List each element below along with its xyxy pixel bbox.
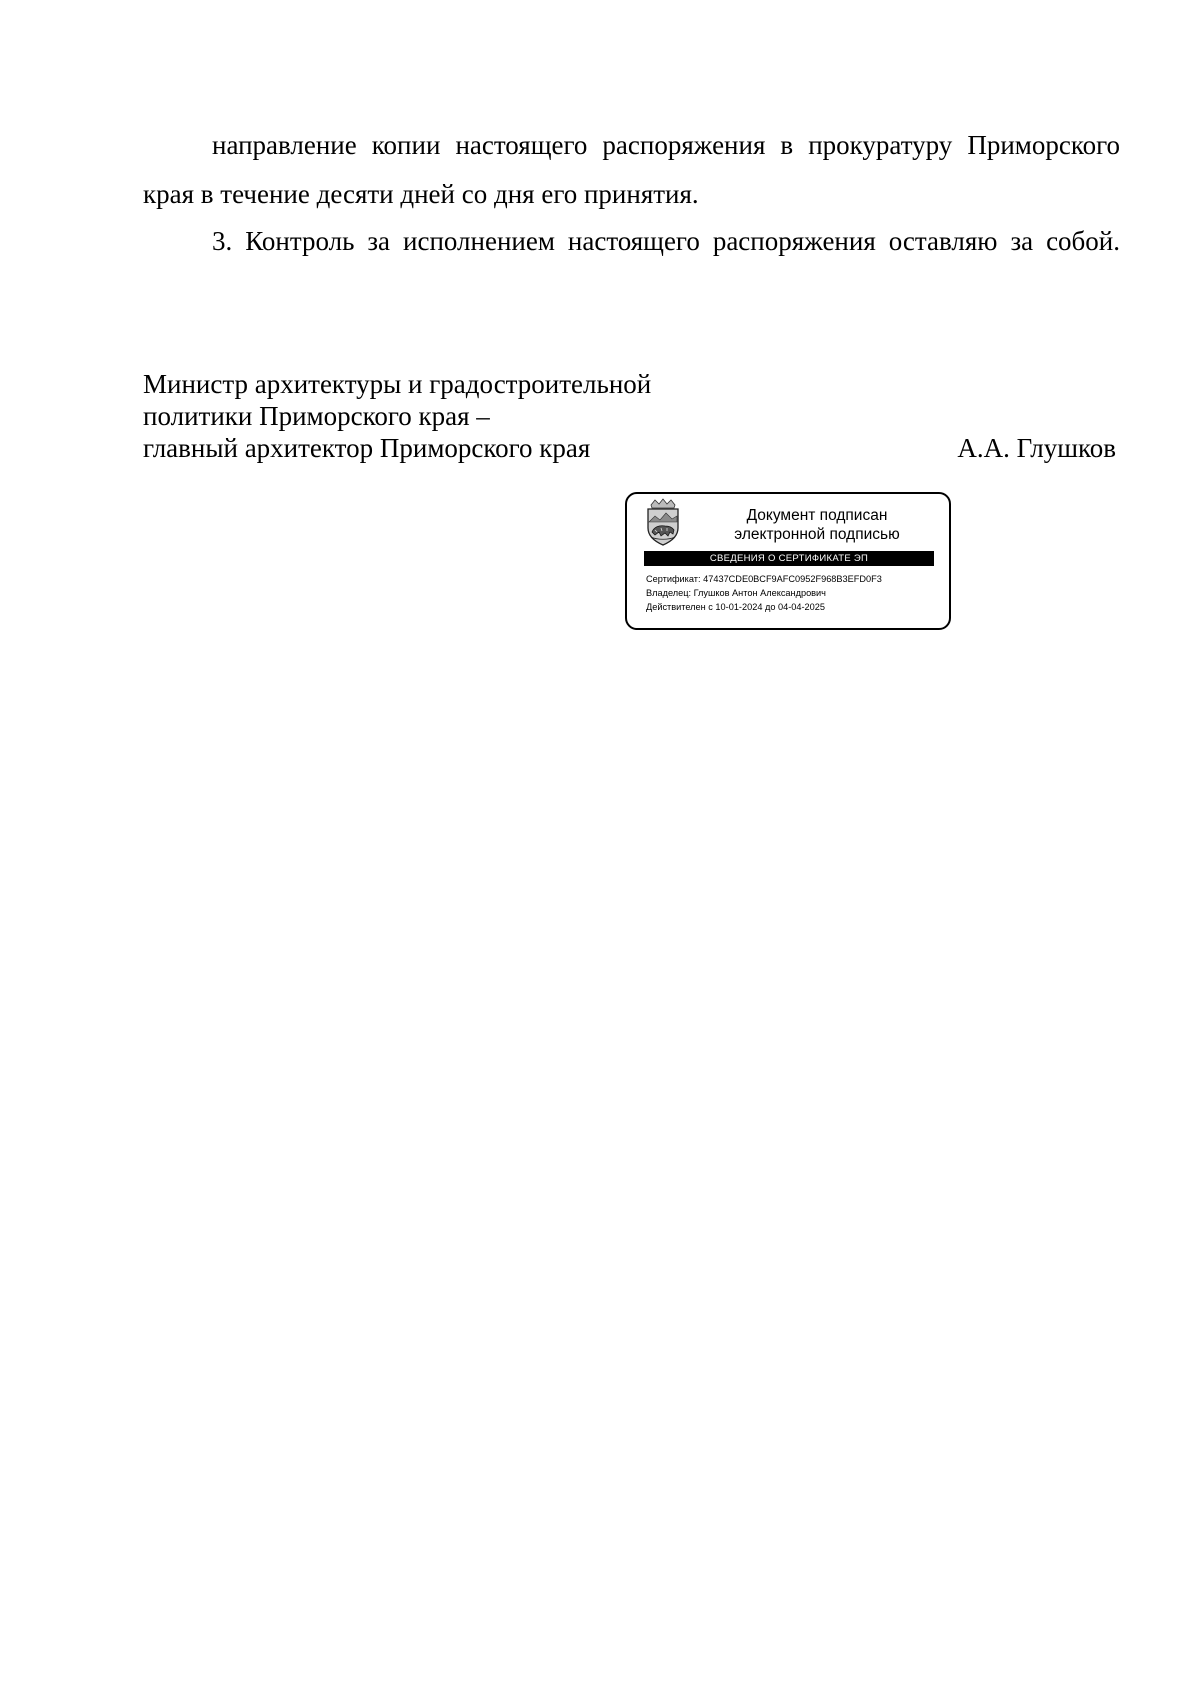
signer-position-line-2: политики Приморского края – <box>143 401 490 431</box>
paragraph-3-control: 3. Контроль за исполнением настоящего распоряжения оставляю за собой. <box>212 226 1120 256</box>
signer-position-line-1: Министр архитектуры и градостроительной <box>143 369 652 399</box>
paragraph-1-line-2: края в течение десяти дней со дня его принятия. <box>143 179 699 209</box>
stamp-certificate-header-bar: СВЕДЕНИЯ О СЕРТИФИКАТЕ ЭП <box>644 551 934 566</box>
stamp-title <box>697 506 937 544</box>
signer-name: А.А. Глушков <box>957 433 1116 463</box>
stamp-certificate-number: Сертификат: 47437CDE0BCF9AFC0952F968B3EFD0F3 <box>646 574 882 584</box>
stamp-title-line-2: электронной подписью <box>734 526 900 543</box>
electronic-signature-stamp <box>625 492 951 630</box>
stamp-title-line-1: Документ подписан <box>746 507 888 524</box>
stamp-validity: Действителен с 10-01-2024 до 04-04-2025 <box>646 602 825 612</box>
paragraph-1-line-1: направление копии настоящего распоряжения в прокуратуру Приморского <box>212 130 1120 160</box>
stamp-owner: Владелец: Глушков Антон Александрович <box>646 588 826 598</box>
signer-position-line-3: главный архитектор Приморского края <box>143 433 591 463</box>
coat-of-arms-emblem-icon <box>643 498 683 546</box>
